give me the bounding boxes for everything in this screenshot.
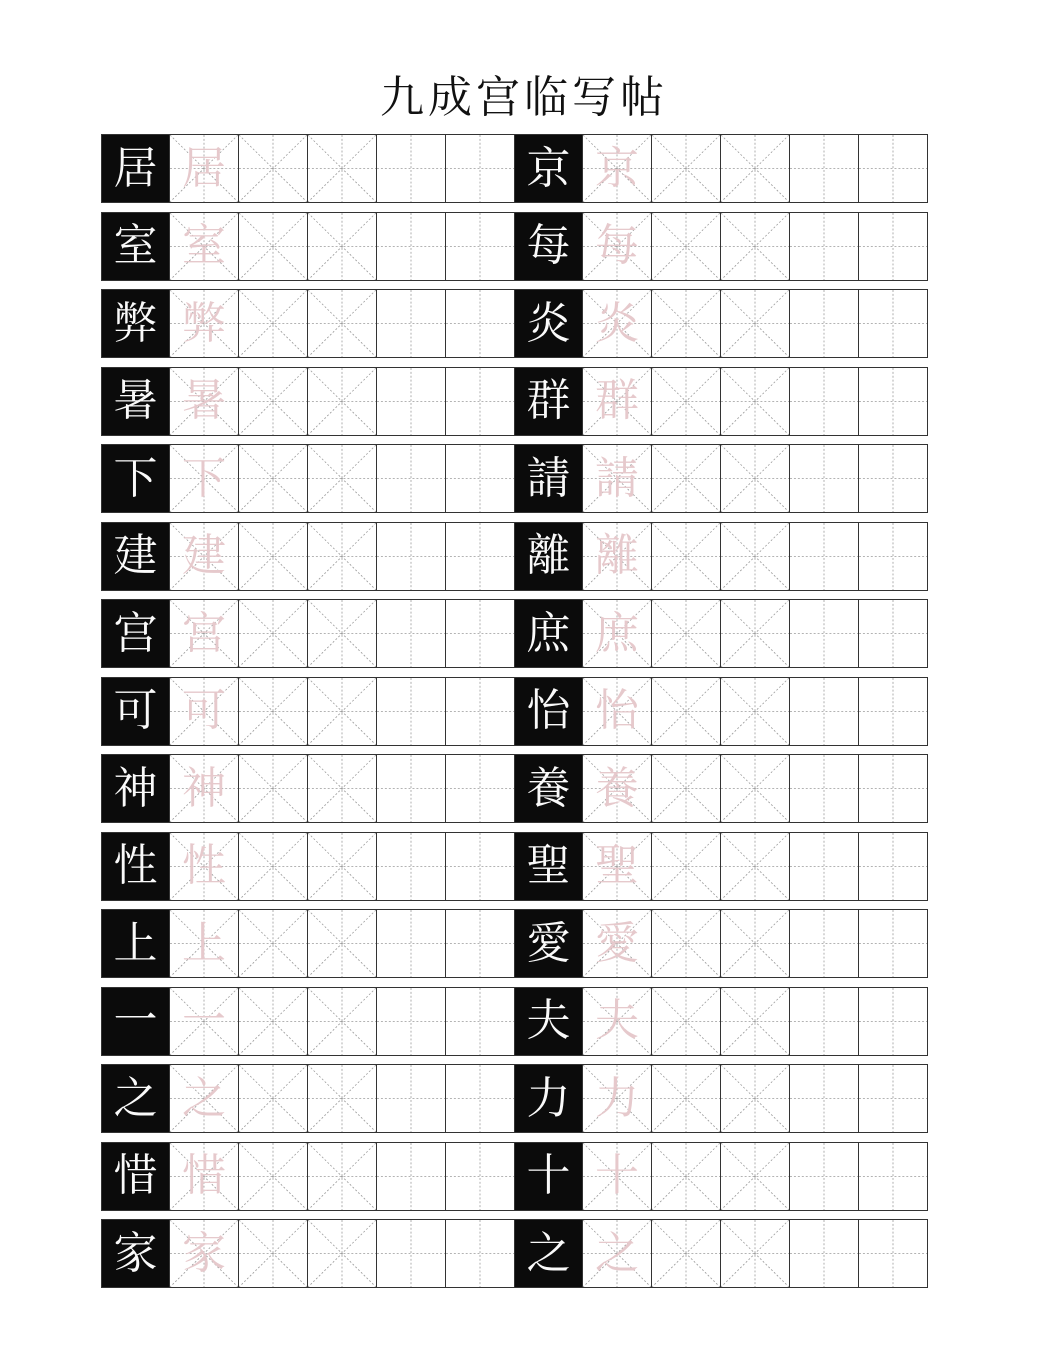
practice-row [101,909,514,978]
model-character: 一 [101,987,170,1056]
mi-grid-cell[interactable] [308,1219,377,1288]
mi-grid-cell[interactable] [652,444,721,513]
tian-grid-cell[interactable] [446,444,515,513]
trace-character-cell [583,677,652,746]
mi-grid-cell[interactable] [652,289,721,358]
mi-grid-cell[interactable] [239,754,308,823]
trace-character-cell [583,522,652,591]
trace-character-cell [170,134,239,203]
mi-grid-cell[interactable] [308,909,377,978]
model-character: 力 [514,1064,583,1133]
mi-grid-cell[interactable] [239,677,308,746]
tian-grid-cell[interactable] [377,212,446,281]
mi-grid-cell[interactable] [652,754,721,823]
tian-grid-cell[interactable] [446,289,515,358]
tian-grid-cell[interactable] [790,212,859,281]
trace-character-cell [170,522,239,591]
model-character: 十 [514,1142,583,1211]
tian-grid-cell[interactable] [790,1064,859,1133]
practice-row [514,754,927,823]
tian-grid-cell[interactable] [446,909,515,978]
mi-grid-cell[interactable] [721,444,790,513]
practice-row [101,212,514,281]
tian-grid-cell[interactable] [790,289,859,358]
mi-grid-cell[interactable] [308,1142,377,1211]
trace-character: 弊 [182,297,226,349]
practice-row [514,832,927,901]
mi-grid-cell[interactable] [721,289,790,358]
tian-grid-cell[interactable] [859,212,928,281]
trace-character-cell [583,367,652,436]
practice-row [101,677,514,746]
mi-grid-cell[interactable] [239,832,308,901]
trace-character-cell [583,599,652,668]
tian-grid-cell[interactable] [446,1064,515,1133]
tian-grid-cell[interactable] [446,677,515,746]
mi-grid-cell[interactable] [239,522,308,591]
trace-character-cell [170,1142,239,1211]
tian-grid-cell[interactable] [446,367,515,436]
page-title: 九成宫临写帖 [380,72,668,123]
mi-grid-cell[interactable] [652,987,721,1056]
mi-grid-cell[interactable] [721,832,790,901]
mi-grid-cell[interactable] [308,212,377,281]
mi-grid-cell[interactable] [721,754,790,823]
model-character: 京 [514,134,583,203]
trace-character: 愛 [595,917,639,969]
tian-grid-cell[interactable] [446,987,515,1056]
trace-character: 群 [595,375,639,426]
model-character: 神 [101,754,170,823]
mi-grid-cell[interactable] [239,599,308,668]
tian-grid-cell[interactable] [859,987,928,1056]
mi-grid-cell[interactable] [652,367,721,436]
practice-row [101,754,514,823]
trace-character: 可 [182,685,226,736]
trace-character: 神 [182,762,226,814]
mi-grid-cell[interactable] [652,677,721,746]
model-character: 之 [101,1064,170,1133]
mi-grid-cell[interactable] [239,289,308,358]
trace-character-cell [170,212,239,281]
mi-grid-cell[interactable] [239,1064,308,1133]
trace-character: 離 [595,530,639,581]
mi-grid-cell[interactable] [239,1219,308,1288]
trace-character: 上 [182,917,226,969]
practice-row [514,987,927,1056]
trace-character: 請 [595,452,639,504]
tian-grid-cell[interactable] [377,367,446,436]
tian-grid-cell[interactable] [446,599,515,668]
tian-grid-cell[interactable] [377,522,446,591]
model-character: 性 [101,832,170,901]
trace-character-cell [583,212,652,281]
mi-grid-cell[interactable] [721,909,790,978]
trace-character-cell [583,1064,652,1133]
tian-grid-cell[interactable] [446,1142,515,1211]
model-character: 宫 [101,599,170,668]
mi-grid-cell[interactable] [239,1142,308,1211]
model-character: 上 [101,909,170,978]
tian-grid-cell[interactable] [859,367,928,436]
mi-grid-cell[interactable] [652,1142,721,1211]
mi-grid-cell[interactable] [239,444,308,513]
tian-grid-cell[interactable] [377,987,446,1056]
mi-grid-cell[interactable] [308,599,377,668]
mi-grid-cell[interactable] [652,1064,721,1133]
tian-grid-cell[interactable] [859,832,928,901]
tian-grid-cell[interactable] [377,599,446,668]
model-character: 炎 [514,289,583,358]
tian-grid-cell[interactable] [859,599,928,668]
tian-grid-cell[interactable] [377,289,446,358]
practice-row [514,367,927,436]
tian-grid-cell[interactable] [446,212,515,281]
mi-grid-cell[interactable] [652,1219,721,1288]
mi-grid-cell[interactable] [721,1064,790,1133]
tian-grid-cell[interactable] [377,134,446,203]
tian-grid-cell[interactable] [790,522,859,591]
mi-grid-cell[interactable] [239,909,308,978]
mi-grid-cell[interactable] [308,987,377,1056]
model-character: 夫 [514,987,583,1056]
tian-grid-cell[interactable] [790,599,859,668]
model-character: 惜 [101,1142,170,1211]
mi-grid-cell[interactable] [308,832,377,901]
trace-character: 宫 [182,607,226,659]
tian-grid-cell[interactable] [859,1064,928,1133]
practice-row [101,832,514,901]
mi-grid-cell[interactable] [308,677,377,746]
mi-grid-cell[interactable] [721,522,790,591]
trace-character: 居 [182,142,226,194]
mi-grid-cell[interactable] [308,754,377,823]
mi-grid-cell[interactable] [239,367,308,436]
tian-grid-cell[interactable] [790,987,859,1056]
tian-grid-cell[interactable] [859,289,928,358]
practice-row [514,1219,927,1288]
model-character: 每 [514,212,583,281]
model-character: 請 [514,444,583,513]
model-character: 群 [514,367,583,436]
mi-grid-cell[interactable] [721,1142,790,1211]
practice-row [101,444,514,513]
practice-row [101,134,514,203]
practice-row [514,522,927,591]
practice-row [514,134,927,203]
practice-row [101,1064,514,1133]
trace-character-cell [583,289,652,358]
tian-grid-cell[interactable] [446,522,515,591]
model-character: 家 [101,1219,170,1288]
tian-grid-cell[interactable] [790,677,859,746]
trace-character: 每 [595,220,639,271]
trace-character-cell [170,677,239,746]
mi-grid-cell[interactable] [308,134,377,203]
model-character: 弊 [101,289,170,358]
trace-character: 怡 [595,685,639,736]
trace-character-cell [583,1142,652,1211]
model-character: 離 [514,522,583,591]
trace-character: 一 [182,995,226,1046]
model-character: 之 [514,1219,583,1288]
tian-grid-cell[interactable] [377,1142,446,1211]
model-character: 養 [514,754,583,823]
tian-grid-cell[interactable] [859,444,928,513]
trace-character: 之 [595,1227,639,1279]
tian-grid-cell[interactable] [446,134,515,203]
trace-character-cell [583,444,652,513]
tian-grid-cell[interactable] [377,677,446,746]
practice-row [514,289,927,358]
mi-grid-cell[interactable] [721,367,790,436]
practice-row [514,599,927,668]
mi-grid-cell[interactable] [308,1064,377,1133]
tian-grid-cell[interactable] [790,754,859,823]
tian-grid-cell[interactable] [790,134,859,203]
trace-character: 下 [182,452,226,504]
model-character: 建 [101,522,170,591]
mi-grid-cell[interactable] [652,134,721,203]
mi-grid-cell[interactable] [239,134,308,203]
model-character: 聖 [514,832,583,901]
practice-row [514,212,927,281]
model-character: 庶 [514,599,583,668]
mi-grid-cell[interactable] [721,677,790,746]
tian-grid-cell[interactable] [859,134,928,203]
practice-row [514,444,927,513]
practice-row [101,987,514,1056]
tian-grid-cell[interactable] [377,832,446,901]
mi-grid-cell[interactable] [239,212,308,281]
tian-grid-cell[interactable] [377,909,446,978]
model-character: 暑 [101,367,170,436]
tian-grid-cell[interactable] [790,444,859,513]
trace-character-cell [170,1064,239,1133]
trace-character: 聖 [595,840,639,891]
mi-grid-cell[interactable] [721,599,790,668]
trace-character: 炎 [595,297,639,349]
mi-grid-cell[interactable] [308,289,377,358]
practice-row [101,289,514,358]
mi-grid-cell[interactable] [308,522,377,591]
practice-row [514,677,927,746]
trace-character-cell [583,134,652,203]
trace-character-cell [170,599,239,668]
practice-row [101,522,514,591]
tian-grid-cell[interactable] [790,1219,859,1288]
tian-grid-cell[interactable] [859,1142,928,1211]
tian-grid-cell[interactable] [790,832,859,901]
trace-character: 十 [595,1150,639,1201]
tian-grid-cell[interactable] [790,367,859,436]
mi-grid-cell[interactable] [239,987,308,1056]
model-character: 居 [101,134,170,203]
tian-grid-cell[interactable] [859,909,928,978]
mi-grid-cell[interactable] [652,212,721,281]
model-character: 室 [101,212,170,281]
tian-grid-cell[interactable] [377,1219,446,1288]
mi-grid-cell[interactable] [721,987,790,1056]
trace-character-cell [170,909,239,978]
trace-character: 力 [595,1072,639,1124]
trace-character-cell [170,832,239,901]
tian-grid-cell[interactable] [790,1142,859,1211]
trace-character-cell [170,289,239,358]
practice-row [514,909,927,978]
trace-character: 京 [595,142,639,194]
tian-grid-cell[interactable] [859,677,928,746]
trace-character-cell [170,1219,239,1288]
tian-grid-cell[interactable] [446,1219,515,1288]
practice-row [101,599,514,668]
practice-row [101,1219,514,1288]
practice-sheet [101,134,927,1288]
trace-character: 室 [182,220,226,271]
trace-character-cell [583,987,652,1056]
trace-character-cell [583,754,652,823]
trace-character-cell [170,444,239,513]
trace-character: 庶 [595,607,639,659]
tian-grid-cell[interactable] [859,522,928,591]
mi-grid-cell[interactable] [652,599,721,668]
model-character: 怡 [514,677,583,746]
tian-grid-cell[interactable] [859,1219,928,1288]
trace-character-cell [170,987,239,1056]
trace-character: 性 [182,840,226,891]
trace-character-cell [170,754,239,823]
model-character: 可 [101,677,170,746]
trace-character: 惜 [182,1150,226,1201]
mi-grid-cell[interactable] [308,444,377,513]
model-character: 下 [101,444,170,513]
trace-character-cell [583,1219,652,1288]
practice-row [514,1064,927,1133]
tian-grid-cell[interactable] [446,832,515,901]
mi-grid-cell[interactable] [652,832,721,901]
tian-grid-cell[interactable] [446,754,515,823]
tian-grid-cell[interactable] [377,754,446,823]
mi-grid-cell[interactable] [652,522,721,591]
tian-grid-cell[interactable] [377,444,446,513]
practice-row [101,1142,514,1211]
trace-character-cell [583,909,652,978]
mi-grid-cell[interactable] [308,367,377,436]
tian-grid-cell[interactable] [859,754,928,823]
practice-row [101,367,514,436]
trace-character-cell [583,832,652,901]
tian-grid-cell[interactable] [790,909,859,978]
mi-grid-cell[interactable] [721,134,790,203]
trace-character: 之 [182,1072,226,1124]
practice-row [514,1142,927,1211]
trace-character: 暑 [182,375,226,426]
tian-grid-cell[interactable] [377,1064,446,1133]
mi-grid-cell[interactable] [721,1219,790,1288]
trace-character: 家 [182,1227,226,1279]
mi-grid-cell[interactable] [652,909,721,978]
trace-character: 養 [595,762,639,814]
mi-grid-cell[interactable] [721,212,790,281]
trace-character: 建 [182,530,226,581]
trace-character: 夫 [595,995,639,1046]
trace-character-cell [170,367,239,436]
model-character: 愛 [514,909,583,978]
